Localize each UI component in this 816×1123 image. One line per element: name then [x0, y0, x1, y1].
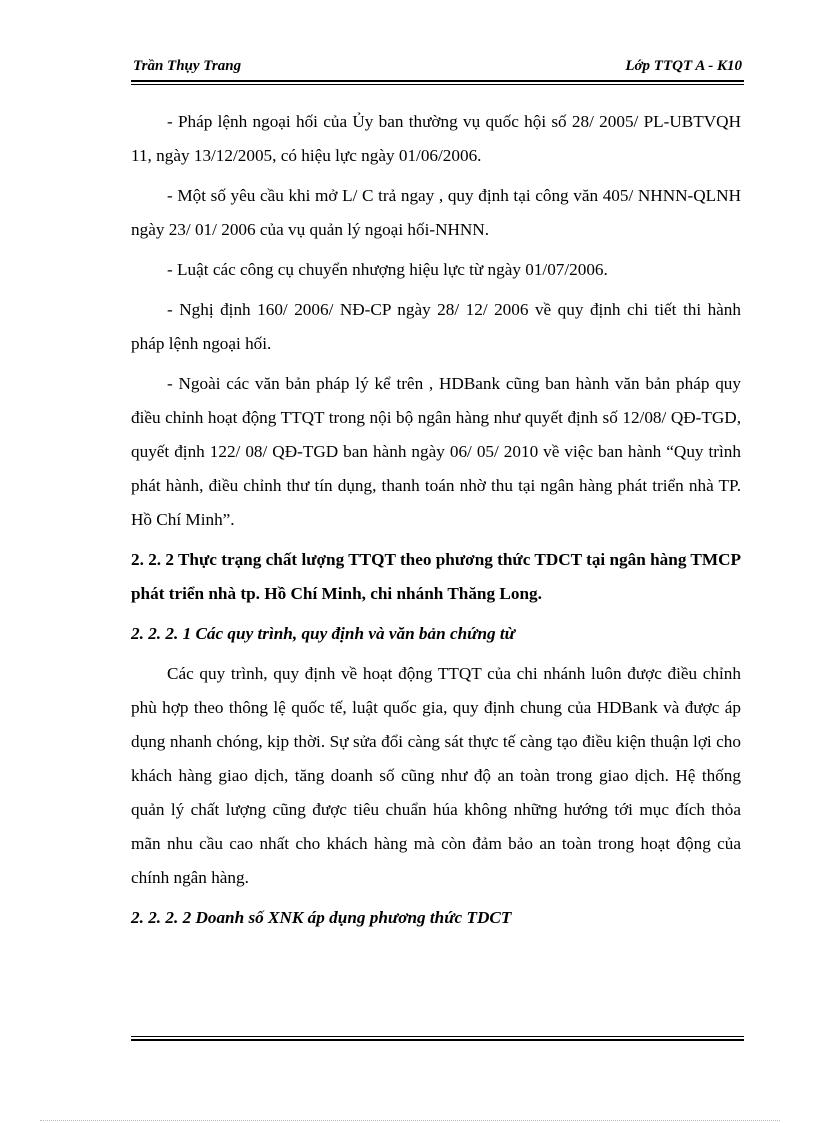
section-heading-2-2-2-1: 2. 2. 2. 1 Các quy trình, quy định và văn bản chứng từ — [131, 624, 515, 643]
header-rule — [131, 80, 744, 82]
page-edge-dotted-line — [40, 1120, 780, 1121]
paragraph-procedures: Các quy trình, quy định về hoạt động TTQT của chi nhánh luôn được điều chỉnh phù hợp theo thông lệ quốc tế, luật quốc gia, quy định chung của HDBank và được áp dụng nhanh chóng, kịp thời. Sự sửa đổi càng sát thực tế càng tạo điều kiện thuận lợi cho khách hàng giao dịch, tăng doanh số cũng như độ an toàn trong giao dịch. Hệ thống quản lý chất lượng cũng được tiêu chuẩn húa không những hướng tới mục đích thỏa mãn nhu cầu cao nhất cho khách hàng mà còn đảm bảo an toàn trong hoạt động của chính ngân hàng. — [131, 664, 741, 887]
paragraph-hdbank-regulations: - Ngoài các văn bản pháp lý kể trên , HDBank cũng ban hành văn bản pháp quy điều chỉnh hoạt động TTQT trong nội bộ ngân hàng như quyết định số 12/08/ QĐ-TGD, quyết định 122/ 08/ QĐ-TGD ban hành ngày 06/ 05/ 2010 về việc ban hành “Quy trình phát hành, điều chỉnh thư tín dụng, thanh toán nhờ thu tại ngân hàng phát triển nhà TP. Hồ Chí Minh”. — [131, 374, 741, 529]
header-rule-thin — [131, 84, 744, 85]
footer-rule-thin — [131, 1036, 744, 1037]
section-heading-2-2-2-2: 2. 2. 2. 2 Doanh số XNK áp dụng phương thức TDCT — [131, 908, 512, 927]
header-author: Trần Thụy Trang — [133, 58, 242, 74]
page-header — [133, 58, 744, 80]
paragraph-foreign-exchange-ordinance: - Pháp lệnh ngoại hối của Ủy ban thường vụ quốc hội số 28/ 2005/ PL-UBTVQH 11, ngày 13/12/2005, có hiệu lực ngày 01/06/2006. — [131, 112, 741, 165]
section-heading-2-2-2: 2. 2. 2 Thực trạng chất lượng TTQT theo phương thức TDCT tại ngân hàng TMCP phát triển nhà tp. Hồ Chí Minh, chi nhánh Thăng Long. — [131, 550, 741, 603]
paragraph-decree-160: - Nghị định 160/ 2006/ NĐ-CP ngày 28/ 12/ 2006 về quy định chi tiết thi hành pháp lệnh ngoại hối. — [131, 300, 741, 353]
document-body — [131, 105, 741, 941]
footer-rule — [131, 1039, 744, 1041]
paragraph-lc-requirements: - Một số yêu cầu khi mở L/ C trả ngay , quy định tại công văn 405/ NHNN-QLNH ngày 23/ 01/ 2006 của vụ quản lý ngoại hối-NHNN. — [131, 186, 741, 239]
header-class: Lớp TTQT A - K10 — [625, 58, 742, 74]
paragraph-negotiable-instruments-law: - Luật các công cụ chuyển nhượng hiệu lực từ ngày 01/07/2006. — [167, 260, 608, 279]
